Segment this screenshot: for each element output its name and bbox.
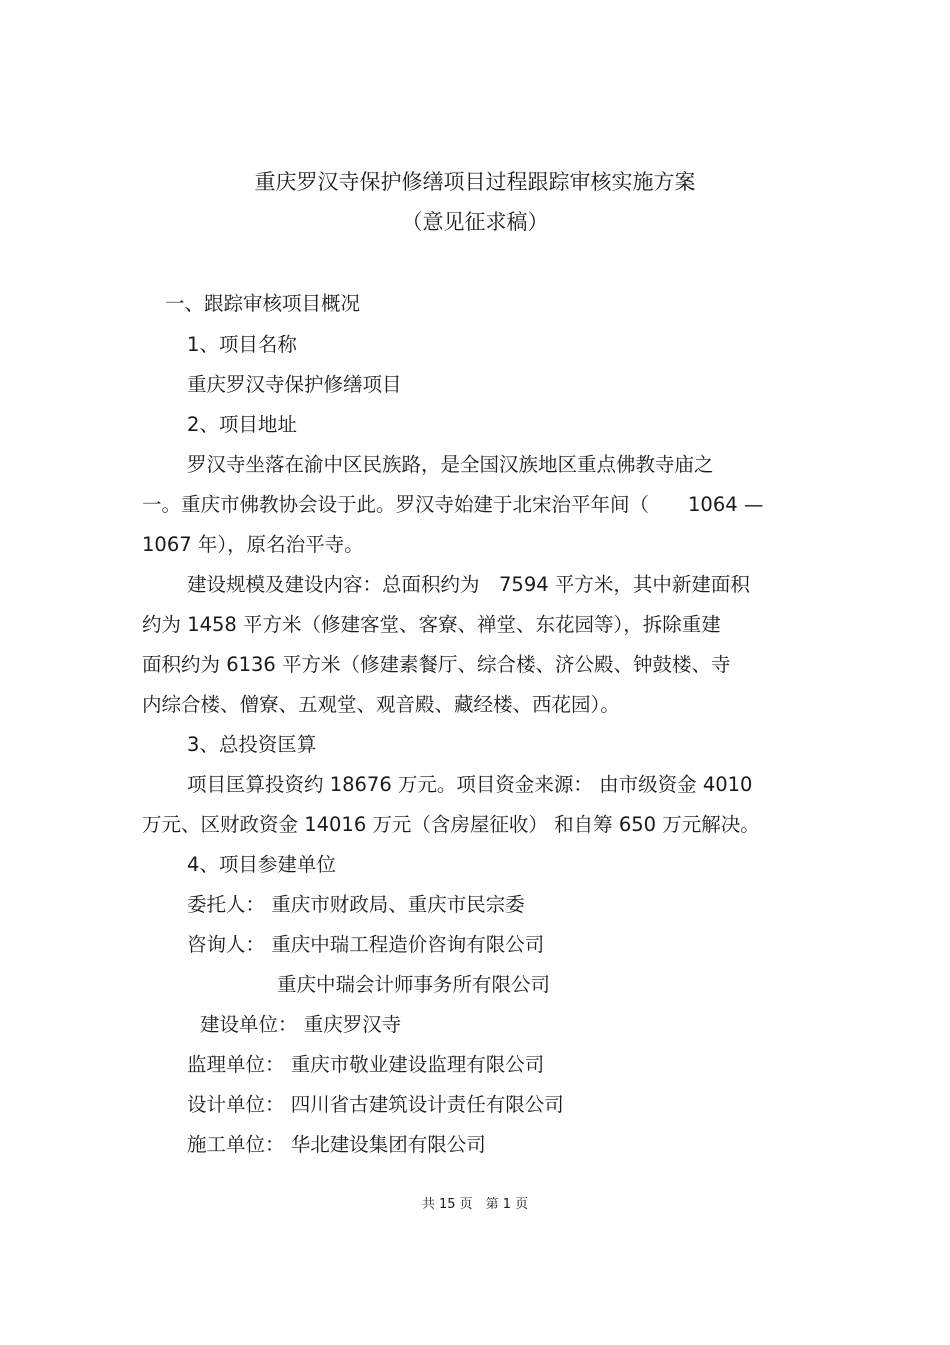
- participant-designer: 设计单位： 四川省古建筑设计责任有限公司: [187, 1093, 564, 1116]
- participant-consultant-2: 重庆中瑞会计师事务所有限公司: [277, 973, 551, 996]
- document-title: 重庆罗汉寺保护修缮项目过程跟踪审核实施方案: [254, 170, 696, 194]
- section-heading-overview: 一、跟踪审核项目概况: [165, 292, 361, 315]
- address-paragraph-line: 罗汉寺坐落在渝中区民族路，是全国汉族地区重点佛教寺庙之: [187, 453, 714, 476]
- address-paragraph-line: 一。重庆市佛教协会设于此。罗汉寺始建于北宋治平年间（ 1064 —: [142, 493, 764, 516]
- participant-builder: 建设单位： 重庆罗汉寺: [200, 1013, 402, 1036]
- investment-paragraph-line: 万元、区财政资金 14016 万元（含房屋征收） 和自筹 650 万元解决。: [142, 813, 760, 836]
- investment-paragraph-line: 项目匡算投资约 18676 万元。项目资金来源： 由市级资金 4010: [187, 773, 753, 796]
- scale-paragraph-line: 建设规模及建设内容：总面积约为 7594 平方米，其中新建面积: [187, 573, 750, 596]
- participant-consultant: 咨询人： 重庆中瑞工程造价咨询有限公司: [187, 933, 545, 956]
- page-footer: 共 15 页 第 1 页: [421, 1197, 529, 1212]
- item-heading-project-name: 1、项目名称: [187, 333, 297, 356]
- participant-client: 委托人： 重庆市财政局、重庆市民宗委: [187, 893, 525, 916]
- item-heading-project-address: 2、项目地址: [187, 413, 297, 436]
- address-paragraph-line: 1067 年），原名治平寺。: [142, 533, 364, 556]
- scale-paragraph-line: 约为 1458 平方米（修建客堂、客寮、禅堂、东花园等），拆除重建: [142, 613, 721, 636]
- item-heading-participants: 4、项目参建单位: [187, 853, 336, 876]
- item-heading-investment: 3、总投资匡算: [187, 733, 317, 756]
- document-subtitle: （意见征求稿）: [401, 210, 549, 234]
- participant-supervisor: 监理单位： 重庆市敬业建设监理有限公司: [187, 1053, 545, 1076]
- participant-contractor: 施工单位： 华北建设集团有限公司: [187, 1133, 486, 1156]
- scale-paragraph-line: 面积约为 6136 平方米（修建素餐厅、综合楼、济公殿、钟鼓楼、寺: [142, 653, 731, 676]
- scale-paragraph-line: 内综合楼、僧寮、五观堂、观音殿、藏经楼、西花园）。: [142, 693, 620, 716]
- project-name-text: 重庆罗汉寺保护修缮项目: [187, 373, 402, 396]
